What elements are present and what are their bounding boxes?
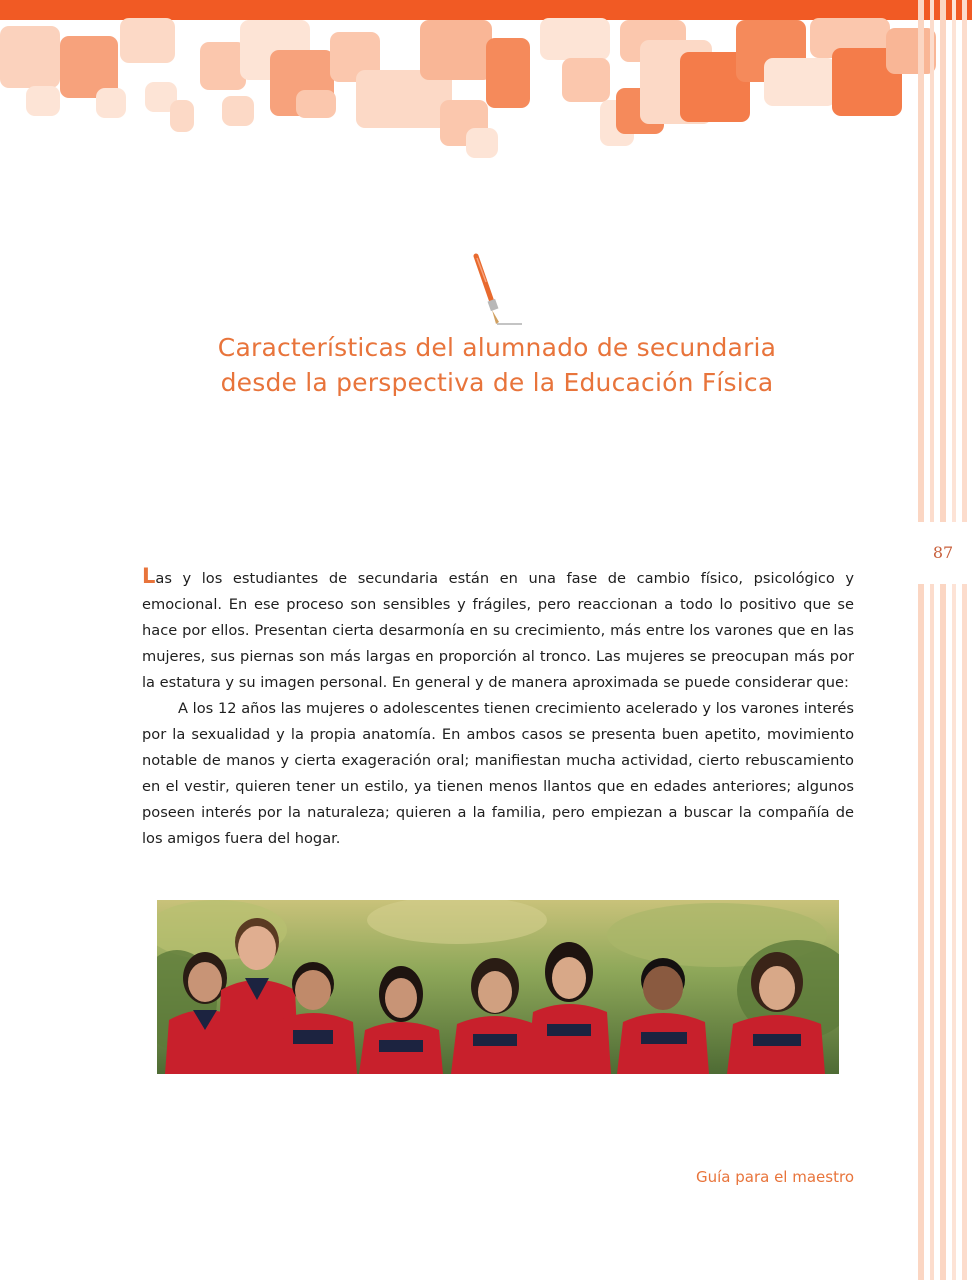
page-title [140,330,854,400]
page-number: 87 [932,543,954,562]
drop-cap: L [142,564,156,588]
footer-guide-title: Guía para el maestro [695,1168,854,1186]
paragraph-2: A los 12 años las mujeres o adolescentes tienen crecimiento acelerado y los varones interés por la sexualidad y la propia anatomía. En ambos casos se presenta buen apetito, movimiento notable de manos y cierta exageración oral; manifiestan mucha actividad, cierto rebuscamiento en el vestir, quieren tener un estilo, ya tienen menos llantos que en edades anteriores; algunos poseen interés por la naturaleza; quieren a la familia, pero empiezan a buscar la compañía de los amigos fuera del hogar. [142,700,854,847]
header-decorative-squares [0,0,972,170]
body-text [142,566,854,852]
paragraph-1 [142,566,854,696]
title-line-1: Características del alumnado de secundaria [217,333,777,362]
side-stripes-decoration [912,0,972,1280]
group-of-students-photo [157,900,839,1074]
paintbrush-icon [466,252,526,332]
paragraph-1-text: as y los estudiantes de secundaria están en una fase de cambio físico, psicológico y emocional. En ese proceso son sensibles y frágiles, pero reaccionan a todo lo positivo que se hace por ellos. Presentan cierta desarmonía en su crecimiento, más entre los varones que en las mujeres, sus piernas son más largas en proporción al tronco. Las mujeres se preocupan más por la estatura y su imagen personal. En general y de manera aproximada se puede considerar que: [142,570,854,691]
title-line-2: desde la perspectiva de la Educación Física [220,368,774,397]
